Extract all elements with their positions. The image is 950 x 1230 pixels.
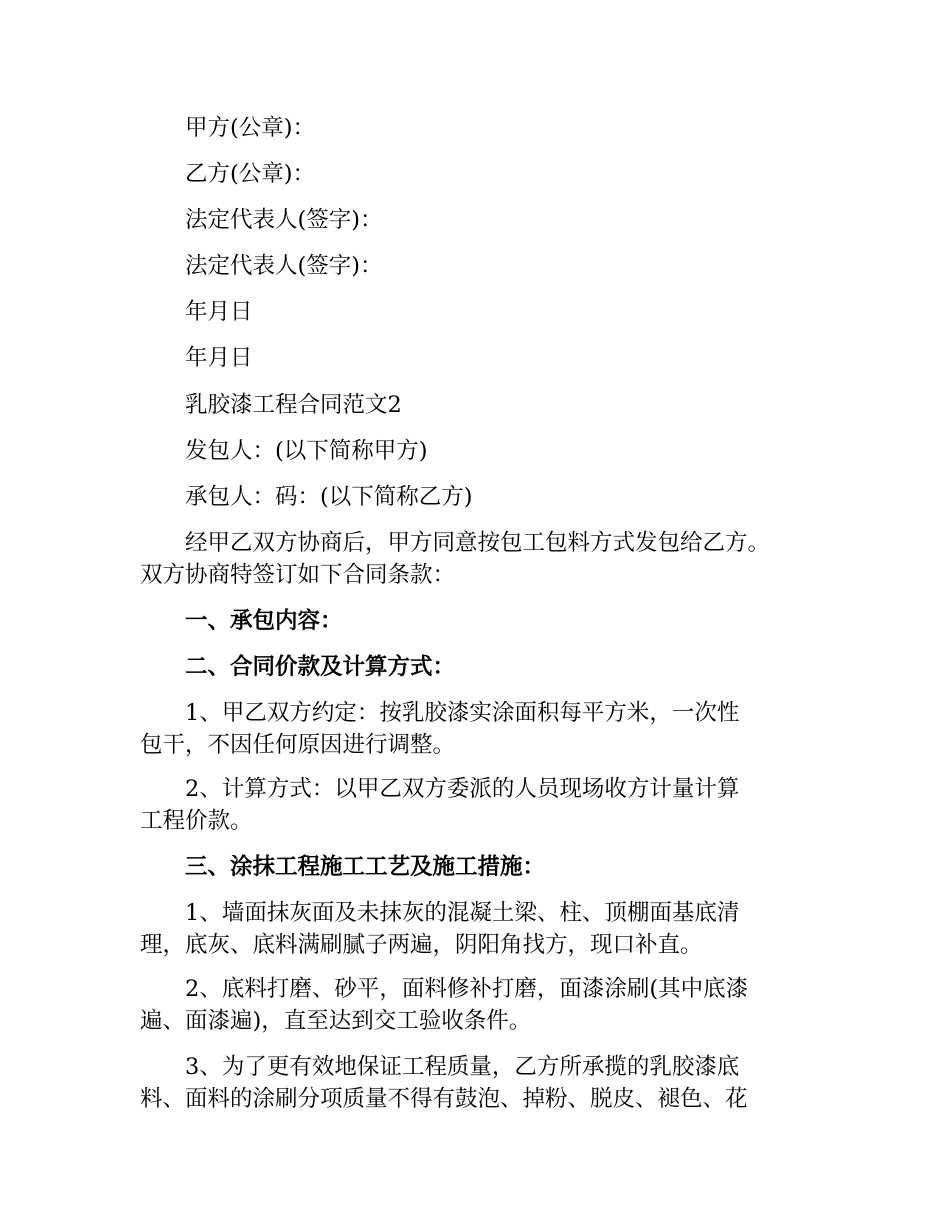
- section-2-item-2: [140, 773, 820, 837]
- s2-item1-line-2: 包干，不因任何原因进行调整。: [140, 732, 456, 758]
- party-a-seal-line: 甲方(公章)：: [185, 115, 316, 141]
- contractor-line: 承包人：码：(以下简称乙方): [185, 484, 473, 510]
- s3-item3-line-1: 3、为了更有效地保证工程质量，乙方所承揽的乳胶漆底: [185, 1054, 740, 1080]
- s3-item3-line-2: 料、面料的涂刷分项质量不得有鼓泡、掉粉、脱皮、褪色、花: [140, 1086, 748, 1112]
- section-3-heading: 三、涂抹工程施工工艺及施工措施：: [185, 854, 546, 880]
- section-1-heading: 一、承包内容：: [185, 608, 343, 634]
- s2-item2-line-2: 工程价款。: [140, 808, 253, 834]
- s3-item2-line-1: 2、底料打磨、砂平，面料修补打磨，面漆涂刷(其中底漆: [185, 976, 749, 1002]
- contract-title: 乳胶漆工程合同范文2: [185, 392, 402, 418]
- intro-paragraph: [140, 527, 820, 591]
- date-a-line: 年月日: [185, 299, 253, 325]
- section-2-heading: 二、合同价款及计算方式：: [185, 654, 456, 680]
- section-3-item-2: [140, 973, 820, 1037]
- section-3-item-1: [140, 897, 820, 961]
- party-b-seal-line: 乙方(公章)：: [185, 161, 316, 187]
- s3-item2-line-2: 遍、面漆遍)，直至达到交工验收条件。: [140, 1008, 532, 1034]
- date-b-line: 年月日: [185, 345, 253, 371]
- intro-line-1: 经甲乙双方协商后，甲方同意按包工包料方式发包给乙方。: [185, 530, 771, 556]
- s2-item2-line-1: 2、计算方式：以甲乙双方委派的人员现场收方计量计算: [185, 776, 740, 802]
- intro-line-2: 双方协商特签订如下合同条款：: [140, 562, 456, 588]
- legal-rep-b-line: 法定代表人(签字)：: [185, 253, 383, 279]
- legal-rep-a-line: 法定代表人(签字)：: [185, 207, 383, 233]
- employer-line: 发包人：(以下简称甲方): [185, 438, 428, 464]
- s3-item1-line-2: 理，底灰、底料满刷腻子两遍，阴阳角找方，现口补直。: [140, 932, 703, 958]
- section-2-item-1: [140, 697, 820, 761]
- s3-item1-line-1: 1、墙面抹灰面及未抹灰的混凝土梁、柱、顶棚面基底清: [185, 900, 740, 926]
- s2-item1-line-1: 1、甲乙双方约定：按乳胶漆实涂面积每平方米，一次性: [185, 700, 740, 726]
- section-3-item-3: [140, 1051, 820, 1115]
